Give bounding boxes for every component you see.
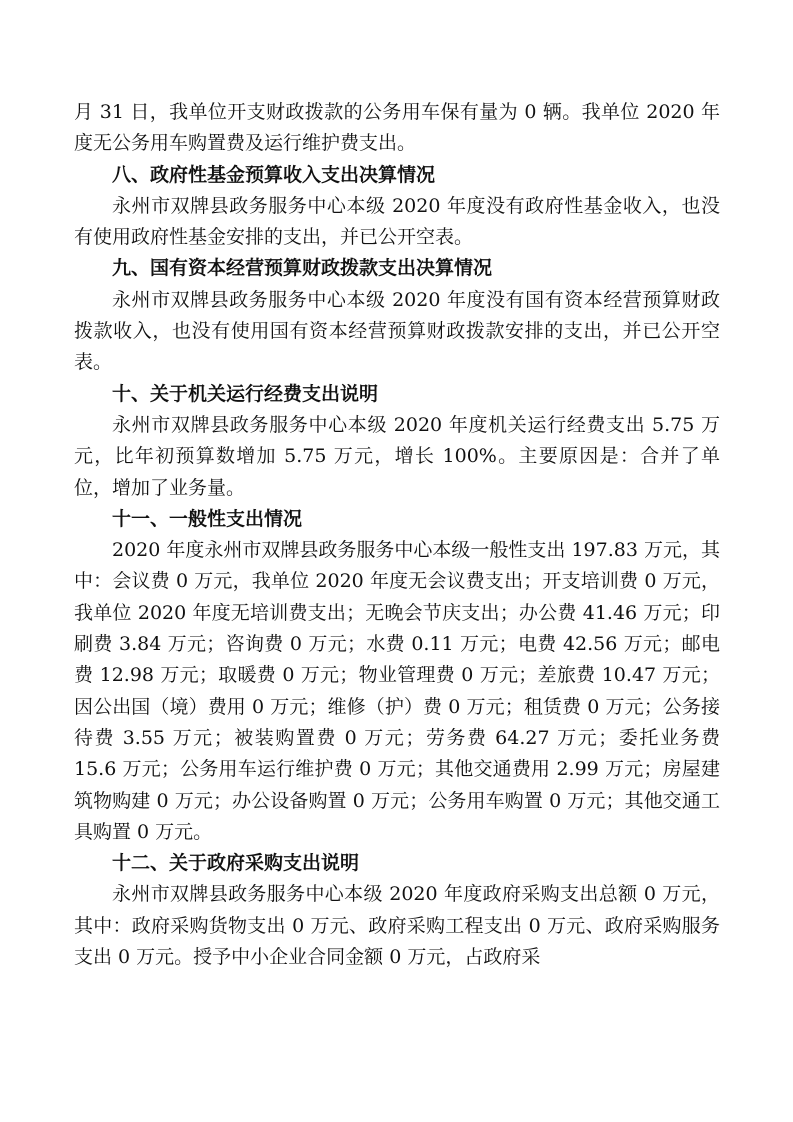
heading-procurement: 十二、关于政府采购支出说明	[112, 852, 360, 875]
paragraph-state-capital: 永州市双牌县政务服务中心本级 2020 年度没有国有资本经营预算财政拨款收入，也没有使用国有资本经营预算财政拨款安排的支出，并已公开空表。	[74, 288, 720, 374]
heading-general-expenditure: 十一、一般性支出情况	[112, 507, 303, 530]
heading-government-fund: 八、政府性基金预算收入支出决算情况	[112, 163, 436, 186]
heading-state-capital: 九、国有资本经营预算财政拨款支出决算情况	[112, 257, 493, 280]
paragraph-procurement: 永州市双牌县政务服务中心本级 2020 年度政府采购支出总额 0 万元，其中：政府采购货物支出 0 万元、政府采购工程支出 0 万元、政府采购服务支出 0 万元。授予中小企业合同金额 0 万元，占政府采	[74, 883, 720, 969]
paragraph-operating-expenses: 永州市双牌县政务服务中心本级 2020 年度机关运行经费支出 5.75 万元，比年初预算数增加 5.75 万元，增长 100%。主要原因是：合并了单位，增加了业务量。	[74, 413, 720, 499]
paragraph-government-fund: 永州市双牌县政务服务中心本级 2020 年度没有政府性基金收入，也没有使用政府性基金安排的支出，并已公开空表。	[74, 194, 720, 249]
paragraph-vehicle-count: 月 31 日，我单位开支财政拨款的公务用车保有量为 0 辆。我单位 2020 年度无公务用车购置费及运行维护费支出。	[74, 101, 720, 155]
paragraph-general-expenditure: 2020 年度永州市双牌县政务服务中心本级一般性支出 197.83 万元，其中：会议费 0 万元，我单位 2020 年度无会议费支出；开支培训费 0 万元，我单位 2020 年度无培训费支出；无晚会节庆支出；办公费 41.46 万元；印刷费 3.84 万元；咨询费 0 万元；水费 0.11 万元；电费 42.56 万元；邮电费 12.98 万元；取暖费 0 万元；物业管理费 0 万元；差旅费 10.47 万元；因公出国（境）费用 0 万元；维修（护）费 0 万元；租赁费 0 万元；公务接待费 3.55 万元；被装购置费 0 万元；劳务费 64.27 万元；委托业务费 15.6 万元；公务用车运行维护费 0 万元；其他交通费用 2.99 万元；房屋建筑物购建 0 万元；办公设备购置 0 万元；公务用车购置 0 万元；其他交通工具购置 0 万元。	[74, 539, 720, 843]
document-page	[74, 97, 720, 973]
heading-operating-expenses: 十、关于机关运行经费支出说明	[112, 382, 379, 405]
